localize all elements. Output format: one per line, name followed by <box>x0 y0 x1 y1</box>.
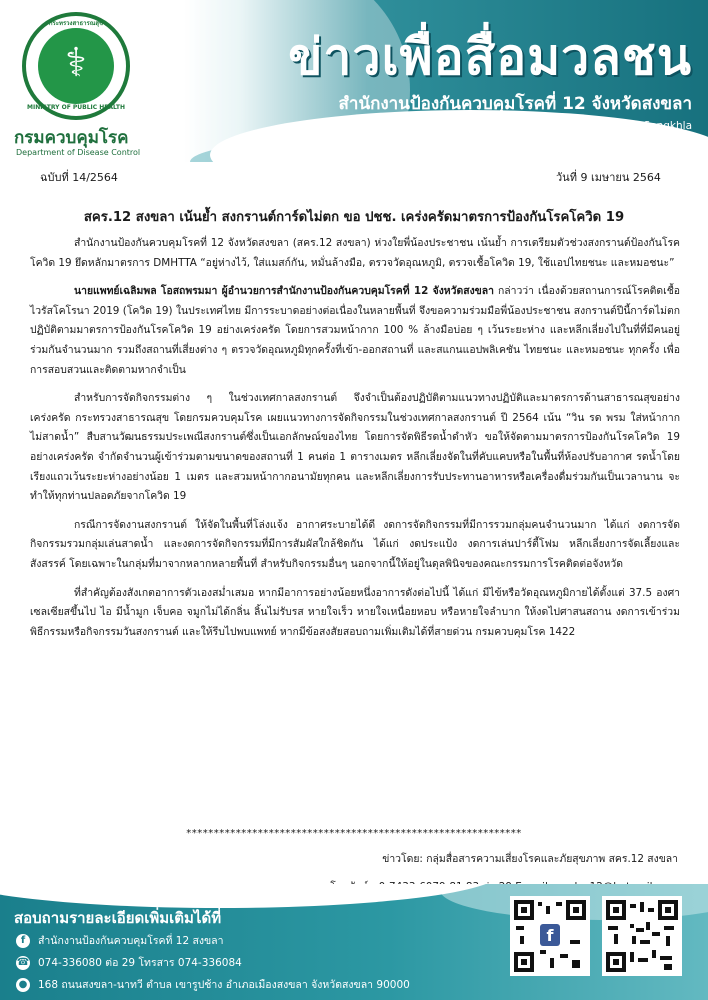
footer-title: สอบถามรายละเอียดเพิ่มเติมได้ที่ <box>14 909 222 927</box>
banner-title: ข่าวเพื่อสื่อมวลชน <box>288 28 692 86</box>
location-icon: ● <box>16 978 30 992</box>
issue-number: ฉบับที่ 14/2564 <box>40 171 118 184</box>
facebook-page-name: สำนักงานป้องกันควบคุมโรคที่ 12 สงขลา <box>38 935 224 947</box>
publish-date: วันที่ 9 เมษายน 2564 <box>556 171 661 184</box>
department-name-th: กรมควบคุมโรค <box>14 128 129 148</box>
qr-code-icon <box>606 900 678 972</box>
footer-phone: 074-336080 ต่อ 29 โทรสาร 074-336084 <box>38 957 242 969</box>
footer-phone-row <box>16 954 242 971</box>
logo-emblem <box>38 28 114 104</box>
footer-address-row <box>16 976 410 993</box>
logo-ring-text: MINISTRY OF PUBLIC HEALTH <box>27 104 125 111</box>
paragraph <box>30 282 680 380</box>
paragraph: สำนักงานป้องกันควบคุมโรคที่ 12 จังหวัดสงขลา (สคร.12 สงขลา) ห่วงใยพี่น้องประชาชน เน้นย้ำ การเตรียมตัวช่วงสงกรานต์ป้องกันโรคโควิด 19 ยึดหลักมาตรการ DMHTTA “อยู่ห่างไว้, ใส่แมสก์กัน, หมั่นล้างมือ, ตรวจวัดอุณหภูมิ, ตรวจเชื้อโควิด 19, ใช้แอปไทยชนะ และหมอชนะ” <box>30 237 680 269</box>
logo-ring-text: กระทรวงสาธารณสุข <box>48 20 104 27</box>
paragraph-text: กล่าวว่า เนื่องด้วยสถานการณ์โรคติดเชื้อไวรัสโคโรนา 2019 (โควิด 19) ในประเทศไทย มีการระบาดอย่างต่อเนื่องในหลายพื้นที่ จึงขอความร่วมมือพี่น้องประชาชน สงกรานต์ปีนี้การ์ดไม่ตก ปฏิบัติตามมาตรการป้องกันโรคโควิด 19 อย่างเคร่งครัด โดยการสวมหน้ากาก 100 % ล้างมือบ่อย ๆ เว้นระยะห่าง และหลีกเลี่ยงไปในที่ที่มีคนอยู่ร่วมกันจำนวนมาก รวมถึงสถานที่เสี่ยงต่าง ๆ ตรวจวัดอุณหภูมิทุกครั้งที่เข้า-ออกสถานที่ และสแกนแอปพลิเคชัน ไทยชนะ และหมอชนะ ทุกครั้ง เพื่อการสอบสวนและติดตามหากจำเป็น <box>30 285 680 376</box>
paragraph: ที่สำคัญต้องสังเกตอาการตัวเองสม่ำเสมอ หากมีอาการอย่างน้อยหนึ่งอาการดังต่อไปนี้ ได้แก่ มีไข้หรือวัดอุณหภูมิกายได้ตั้งแต่ 37.5 องศาเซลเซียสขึ้นไป ไอ มีน้ำมูก เจ็บคอ จมูกไม่ได้กลิ่น ลิ้นไม่รับรส หายใจเร็ว หายใจเหนื่อยหอบ หรือหายใจลำบาก ให้งดไปศาสนสถาน งดการเข้าร่วมพิธีกรรมหรือกิจกรรมวันสงกรานต์ และให้รีบไปพบแพทย์ หากมีข้อสงสัยสอบถามเพิ่มเติมได้ที่สายด่วน กรมควบคุมโรค 1422 <box>30 586 680 638</box>
banner-english-title: The Office of Disease Prevention and Control Region 12 Songkhla <box>348 120 692 132</box>
article-body <box>30 234 680 651</box>
facebook-icon: f <box>16 934 30 948</box>
footer-address: 168 ถนนสงขลา-นาทวี ตำบล เขารูปช้าง อำเภอเมืองสงขลา จังหวัดสงขลา 90000 <box>38 979 410 991</box>
paragraph: สำหรับการจัดกิจกรรมต่าง ๆ ในช่วงเทศกาลสงกรานต์ จึงจำเป็นต้องปฏิบัติตามแนวทางปฏิบัติและมาตรการด้านสาธารณสุขอย่างเคร่งครัด กระทรวงสาธารณสุข โดยกรมควบคุมโรค เผยแนวทางการจัดกิจกรรมในช่วงเทศกาลสงกรานต์ ปี 2564 เน้น “วิน รด พรม ใส่หน้ากาก ไม่สาดน้ำ” สืบสานวัฒนธรรมประเพณีสงกรานต์ซึ่งเป็นเอกลักษณ์ของไทย โดยการจัดพิธีรดน้ำดำหัว ขอให้จัดตามมาตรการป้องกันโรคโควิด 19 อย่างเคร่งครัด จำกัดจำนวนผู้เข้าร่วมตามขนาดของสถานที่ 1 คนต่อ 1 ตารางเมตร หลีกเลี่ยงจัดในที่คับแคบหรือในพื้นที่ห้องปรับอากาศ รดน้ำโดยเรียงแถวเว้นระยะห่างอย่างน้อย 1 เมตร และสวมหน้ากากอนามัยทุกคน และหลีกเลี่ยงการรับประทานอาหารหรือเครื่องดื่มร่วมกันเป็นเวลานาน จะทำให้ทุกท่านปลอดภัยจากโควิด 19 <box>30 392 680 503</box>
footer-facebook-row <box>16 932 224 949</box>
qr-code-facebook <box>510 896 590 976</box>
footer-wave-decoration <box>0 884 500 908</box>
news-headline: สคร.12 สงขลา เน้นย้ำ สงกรานต์การ์ดไม่ตก ขอ ปชช. เคร่งครัดมาตรการป้องกันโรคโควิด 19 <box>83 210 625 225</box>
news-source: ข่าวโดย: กลุ่มสื่อสารความเสี่ยงโรคและภัยสุขภาพ สคร.12 สงขลา <box>382 853 678 865</box>
phone-icon: ☎ <box>16 957 30 968</box>
paragraph: กรณีการจัดงานสงกรานต์ ให้จัดในพื้นที่โล่งแจ้ง อากาศระบายได้ดี งดการจัดกิจกรรมที่มีการรวมกลุ่มคนจำนวนมาก ได้แก่ งดการจัดกิจกรรมรวมกลุ่มเล่นสาดน้ำ และงดการจัดกิจกรรมที่มีการสัมผัสใกล้ชิดกัน ได้แก่ งดประแป้ง งดการเล่นปาร์ตี้โฟม หลีกเลี่ยงการจัดเลี้ยงและสังสรรค์ โดยเฉพาะในกลุ่มที่มาจากหลากหลายพื้นที่ สำหรับกิจกรรมอื่นๆ นอกจากนี้ให้อยู่ในดุลพินิจของคณะกรรมการโรคติดต่อจังหวัด <box>30 518 680 570</box>
qr-code-icon <box>514 900 586 972</box>
header-banner <box>0 0 708 162</box>
department-name-en: Department of Disease Control <box>16 148 141 157</box>
ministry-logo <box>22 12 130 120</box>
svg-text:f: f <box>546 926 554 945</box>
footer-banner <box>0 884 708 1000</box>
qr-code-website <box>602 896 682 976</box>
separator-line: ************************************************************* <box>186 828 522 839</box>
caduceus-icon: ⚕ <box>65 40 87 86</box>
speaker-name: นายแพทย์เฉลิมพล โอสถพรมมา ผู้อำนวยการสำนักงานป้องกันควบคุมโรคที่ 12 จังหวัดสงขลา <box>74 285 494 298</box>
banner-subtitle: สำนักงานป้องกันควบคุมโรคที่ 12 จังหวัดสงขลา <box>338 94 692 114</box>
